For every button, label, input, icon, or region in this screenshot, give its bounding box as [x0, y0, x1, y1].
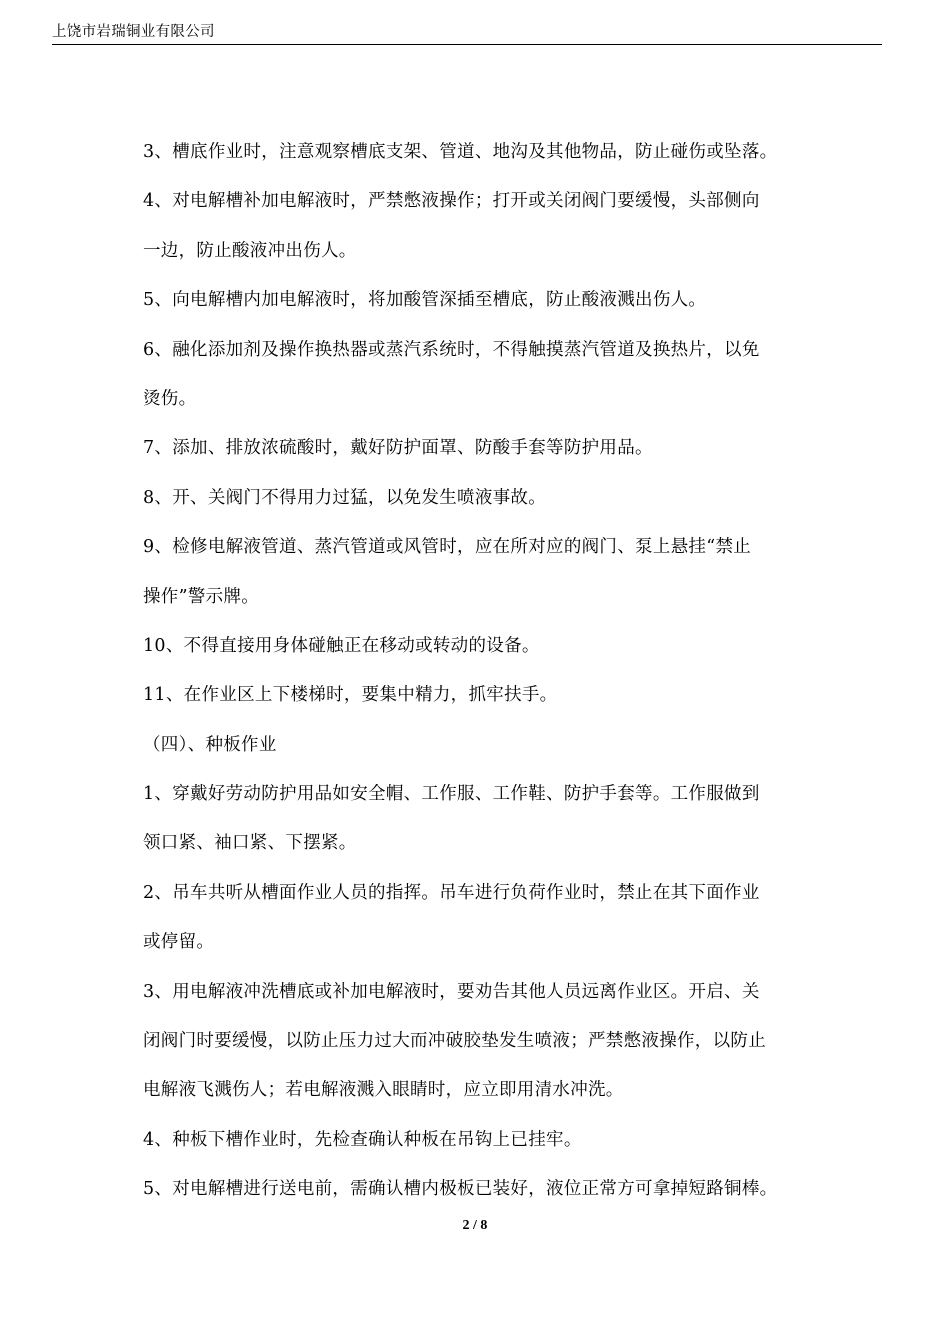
text-line: 1、穿戴好劳动防护用品如安全帽、工作服、工作鞋、防护手套等。工作服做到: [143, 784, 760, 805]
text-line: 9、检修电解液管道、蒸汽管道或风管时，应在所对应的阀门、泵上悬挂“禁止: [143, 537, 752, 558]
text-line: 4、种板下槽作业时，先检查确认种板在吊钩上已挂牢。: [143, 1129, 582, 1150]
text-line: 操作”警示牌。: [143, 586, 260, 607]
text-line: 6、融化添加剂及操作换热器或蒸汽系统时，不得触摸蒸汽管道及换热片，以免: [143, 339, 760, 360]
text-line: 闭阀门时要缓慢，以防止压力过大而冲破胶垫发生喷液；严禁憋液操作，以防止: [143, 1031, 766, 1052]
text-line: 或停留。: [143, 932, 215, 953]
text-line: 烫伤。: [143, 388, 197, 409]
text-line: 4、对电解槽补加电解液时，严禁憋液操作；打开或关闭阀门要缓慢，头部侧向: [143, 191, 760, 212]
text-line: 7、添加、排放浓硫酸时，戴好防护面罩、防酸手套等防护用品。: [143, 438, 653, 459]
text-line: 10、不得直接用身体碰触正在移动或转动的设备。: [143, 635, 540, 656]
text-line: 一边，防止酸液冲出伤人。: [143, 240, 357, 261]
section-heading: （四）、种板作业: [143, 734, 277, 755]
text-line: 8、开、关阀门不得用力过猛，以免发生喷液事故。: [143, 487, 547, 508]
text-line: 5、向电解槽内加电解液时，将加酸管深插至槽底，防止酸液溅出伤人。: [143, 290, 707, 311]
text-line: 11、在作业区上下楼梯时，要集中精力，抓牢扶手。: [143, 685, 558, 706]
text-line: 领口紧、袖口紧、下摆紧。: [143, 833, 357, 854]
text-line: 5、对电解槽进行送电前，需确认槽内极板已装好，液位正常方可拿掉短路铜棒。: [143, 1179, 778, 1200]
text-line: 3、用电解液冲洗槽底或补加电解液时，要劝告其他人员远离作业区。开启、关: [143, 981, 760, 1002]
document-body: [143, 128, 809, 1215]
page-number: 2 / 8: [462, 1218, 488, 1233]
text-line: 2、吊车共听从槽面作业人员的指挥。吊车进行负荷作业时，禁止在其下面作业: [143, 882, 760, 903]
text-line: 电解液飞溅伤人；若电解液溅入眼睛时，应立即用清水冲洗。: [143, 1080, 624, 1101]
company-name: 上饶市岩瑞铜业有限公司: [52, 24, 215, 40]
text-line: 3、槽底作业时，注意观察槽底支架、管道、地沟及其他物品，防止碰伤或坠落。: [143, 142, 778, 162]
page-header: [52, 22, 882, 45]
